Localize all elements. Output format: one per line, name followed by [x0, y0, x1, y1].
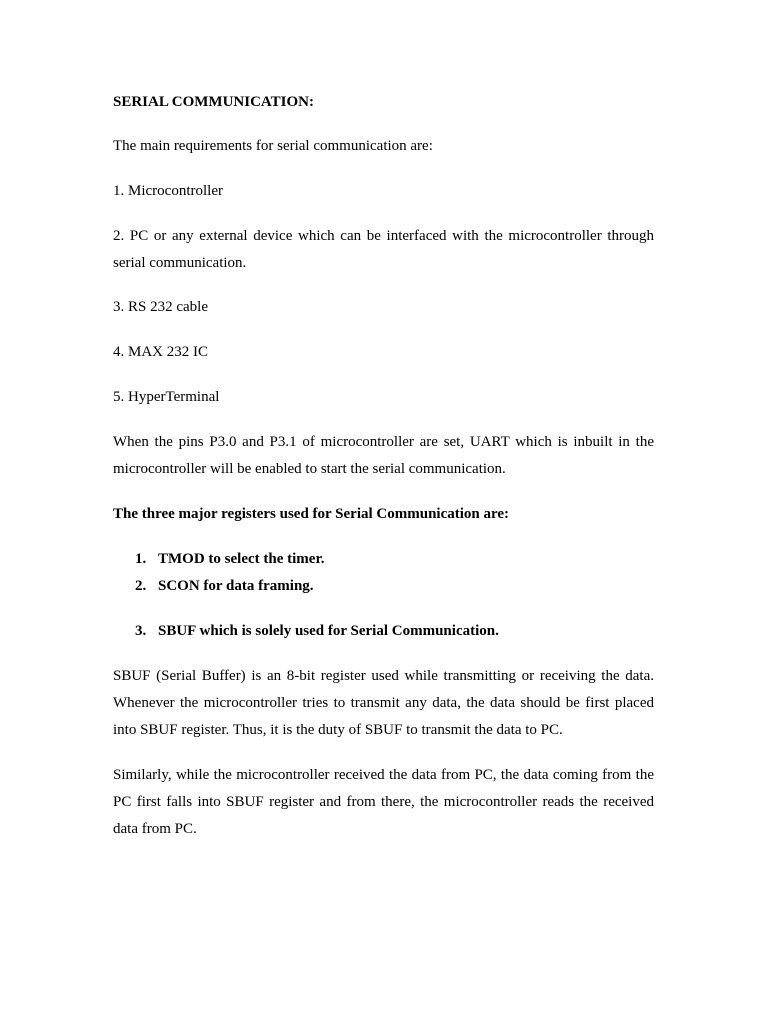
register-number: 1.	[135, 551, 147, 567]
register-number: 2.	[135, 578, 147, 594]
register-item	[113, 546, 654, 573]
requirement-item: 4. MAX 232 IC	[113, 344, 209, 360]
register-number: 3.	[135, 623, 147, 639]
requirement-item: 5. HyperTerminal	[113, 389, 220, 405]
register-text: SBUF which is solely used for Serial Communication.	[158, 623, 499, 639]
register-text: TMOD to select the timer.	[158, 551, 325, 567]
registers-list	[113, 546, 654, 645]
register-item	[113, 618, 654, 645]
register-text: SCON for data framing.	[158, 578, 314, 594]
requirement-item: 3. RS 232 cable	[113, 299, 208, 315]
section-heading: SERIAL COMMUNICATION:	[113, 94, 314, 110]
document-body	[113, 89, 654, 843]
uart-paragraph: When the pins P3.0 and P3.1 of microcontroller are set, UART which is inbuilt in the microcontroller will be enabled to start the serial communication.	[113, 434, 654, 477]
registers-heading: The three major registers used for Serial Communication are:	[113, 506, 510, 522]
requirement-item: 1. Microcontroller	[113, 183, 223, 199]
similarly-paragraph: Similarly, while the microcontroller received the data from PC, the data coming from the PC first falls into SBUF register and from there, the microcontroller reads the received data from PC.	[113, 767, 654, 837]
sbuf-paragraph: SBUF (Serial Buffer) is an 8-bit register used while transmitting or receiving the data. Whenever the microcontroller tries to transmit any data, the data should be first placed into SBUF register. Thus, it is the duty of SBUF to transmit the data to PC.	[113, 668, 654, 738]
register-item	[113, 573, 654, 600]
intro-text: The main requirements for serial communication are:	[113, 138, 433, 154]
requirement-item: 2. PC or any external device which can be interfaced with the microcontroller through serial communication.	[113, 228, 654, 271]
